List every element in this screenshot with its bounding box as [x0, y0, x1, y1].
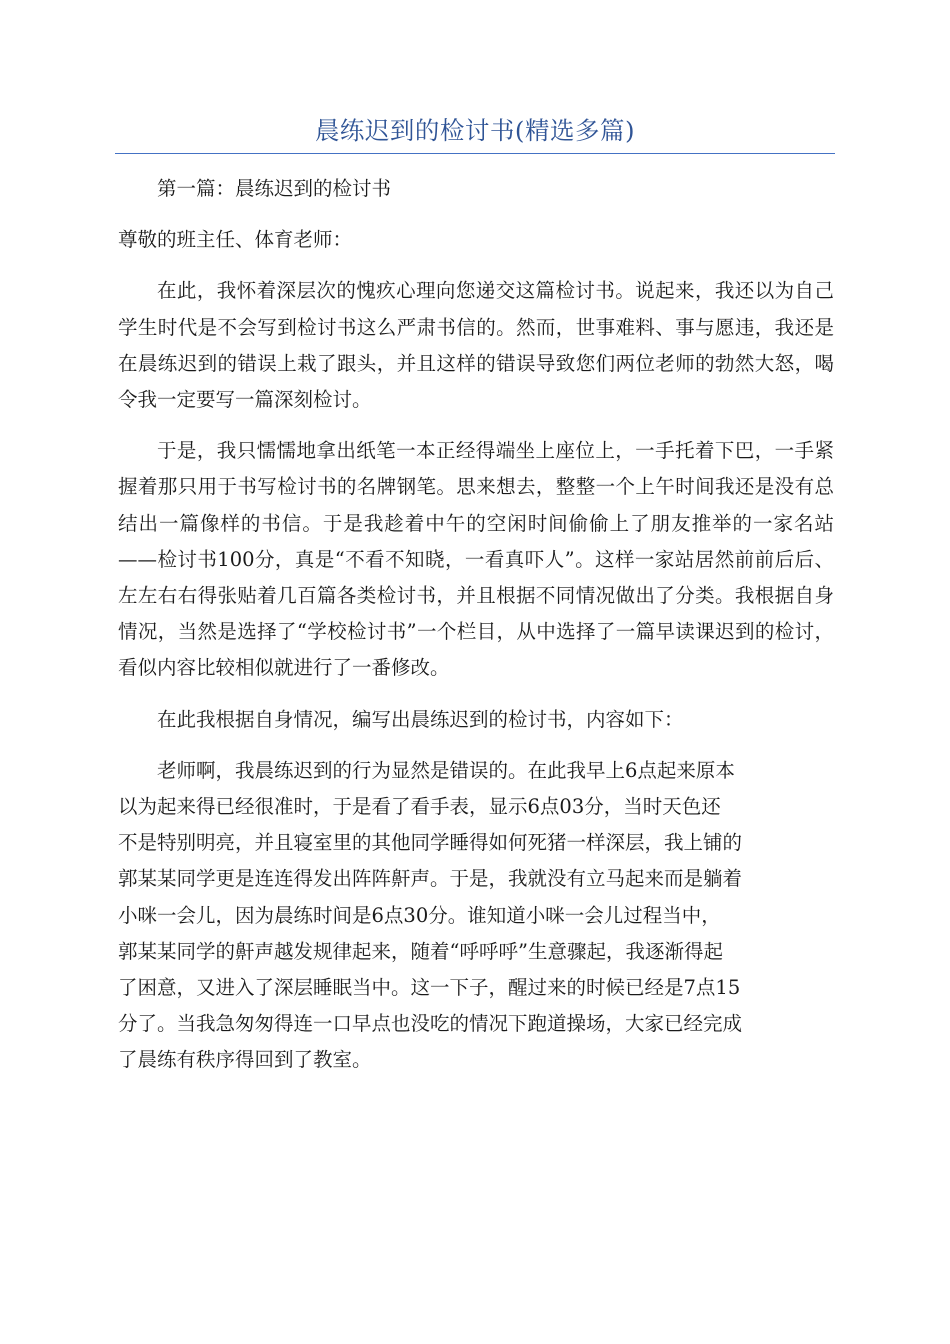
paragraph-4-line: 郭某某同学的鼾声越发规律起来，随着“呼呼呼”生意骤起，我逐渐得起: [118, 939, 723, 963]
paragraph-1: 在此，我怀着深层次的愧疚心理向您递交这篇检讨书。说起来，我还以为自己学生时代是不会写到检讨书这么严肃书信的。然而，世事难料、事与愿违，我还是在晨练迟到的错误上栽了跟头，并且这样的错误导致您们两位老师的勃然大怒，喝令我一定要写一篇深刻检讨。: [118, 279, 834, 412]
paragraph-4-line: 不是特别明亮，并且寝室里的其他同学睡得如何死猪一样深层，我上铺的: [118, 831, 743, 855]
section-heading: 第一篇：晨练迟到的检讨书: [157, 177, 392, 200]
paragraph-4-line: 小咪一会儿，因为晨练时间是6点30分。谁知道小咪一会儿过程当中，: [118, 903, 721, 927]
document-body: [118, 171, 834, 1094]
paragraph-4-line: 以为起来得已经很准时，于是看了看手表，显示6点03分，当时天色还: [118, 795, 721, 819]
paragraph-4-line: 老师啊，我晨练迟到的行为显然是错误的。在此我早上6点起来原本: [157, 758, 735, 782]
paragraph-2: 于是，我只懦懦地拿出纸笔一本正经得端坐上座位上，一手托着下巴，一手紧握着那只用于书写检讨书的名牌钢笔。思来想去，整整一个上午时间我还是没有总结出一篇像样的书信。于是我趁着中午的空闲时间偷偷上了朋友推举的一家名站——检讨书100分，真是“不看不知晓，一看真吓人”。这样一家站居然前前后后、左左右右得张贴着几百篇各类检讨书，并且根据不同情况做出了分类。我根据自身情况，当然是选择了“学校检讨书”一个栏目，从中选择了一篇早读课迟到的检讨，看似内容比较相似就进行了一番修改。: [118, 439, 834, 680]
paragraph-4-line: 郭某某同学更是连连得发出阵阵鼾声。于是，我就没有立马起来而是躺着: [118, 867, 743, 891]
paragraph-4-line: 了晨练有秩序得回到了教室。: [118, 1048, 372, 1072]
title-underline: [115, 153, 835, 154]
paragraph-4-line: 了困意，又进入了深层睡眠当中。这一下子，醒过来的时候已经是7点15: [118, 976, 741, 1000]
paragraph-4: [118, 753, 834, 1079]
document-title: 晨练迟到的检讨书(精选多篇): [314, 116, 636, 145]
salutation: 尊敬的班主任、体育老师：: [118, 228, 353, 252]
paragraph-4-line: 分了。当我急匆匆得连一口早点也没吃的情况下跑道操场，大家已经完成: [118, 1012, 743, 1036]
paragraph-3: 在此我根据自身情况，编写出晨练迟到的检讨书，内容如下：: [157, 707, 684, 731]
